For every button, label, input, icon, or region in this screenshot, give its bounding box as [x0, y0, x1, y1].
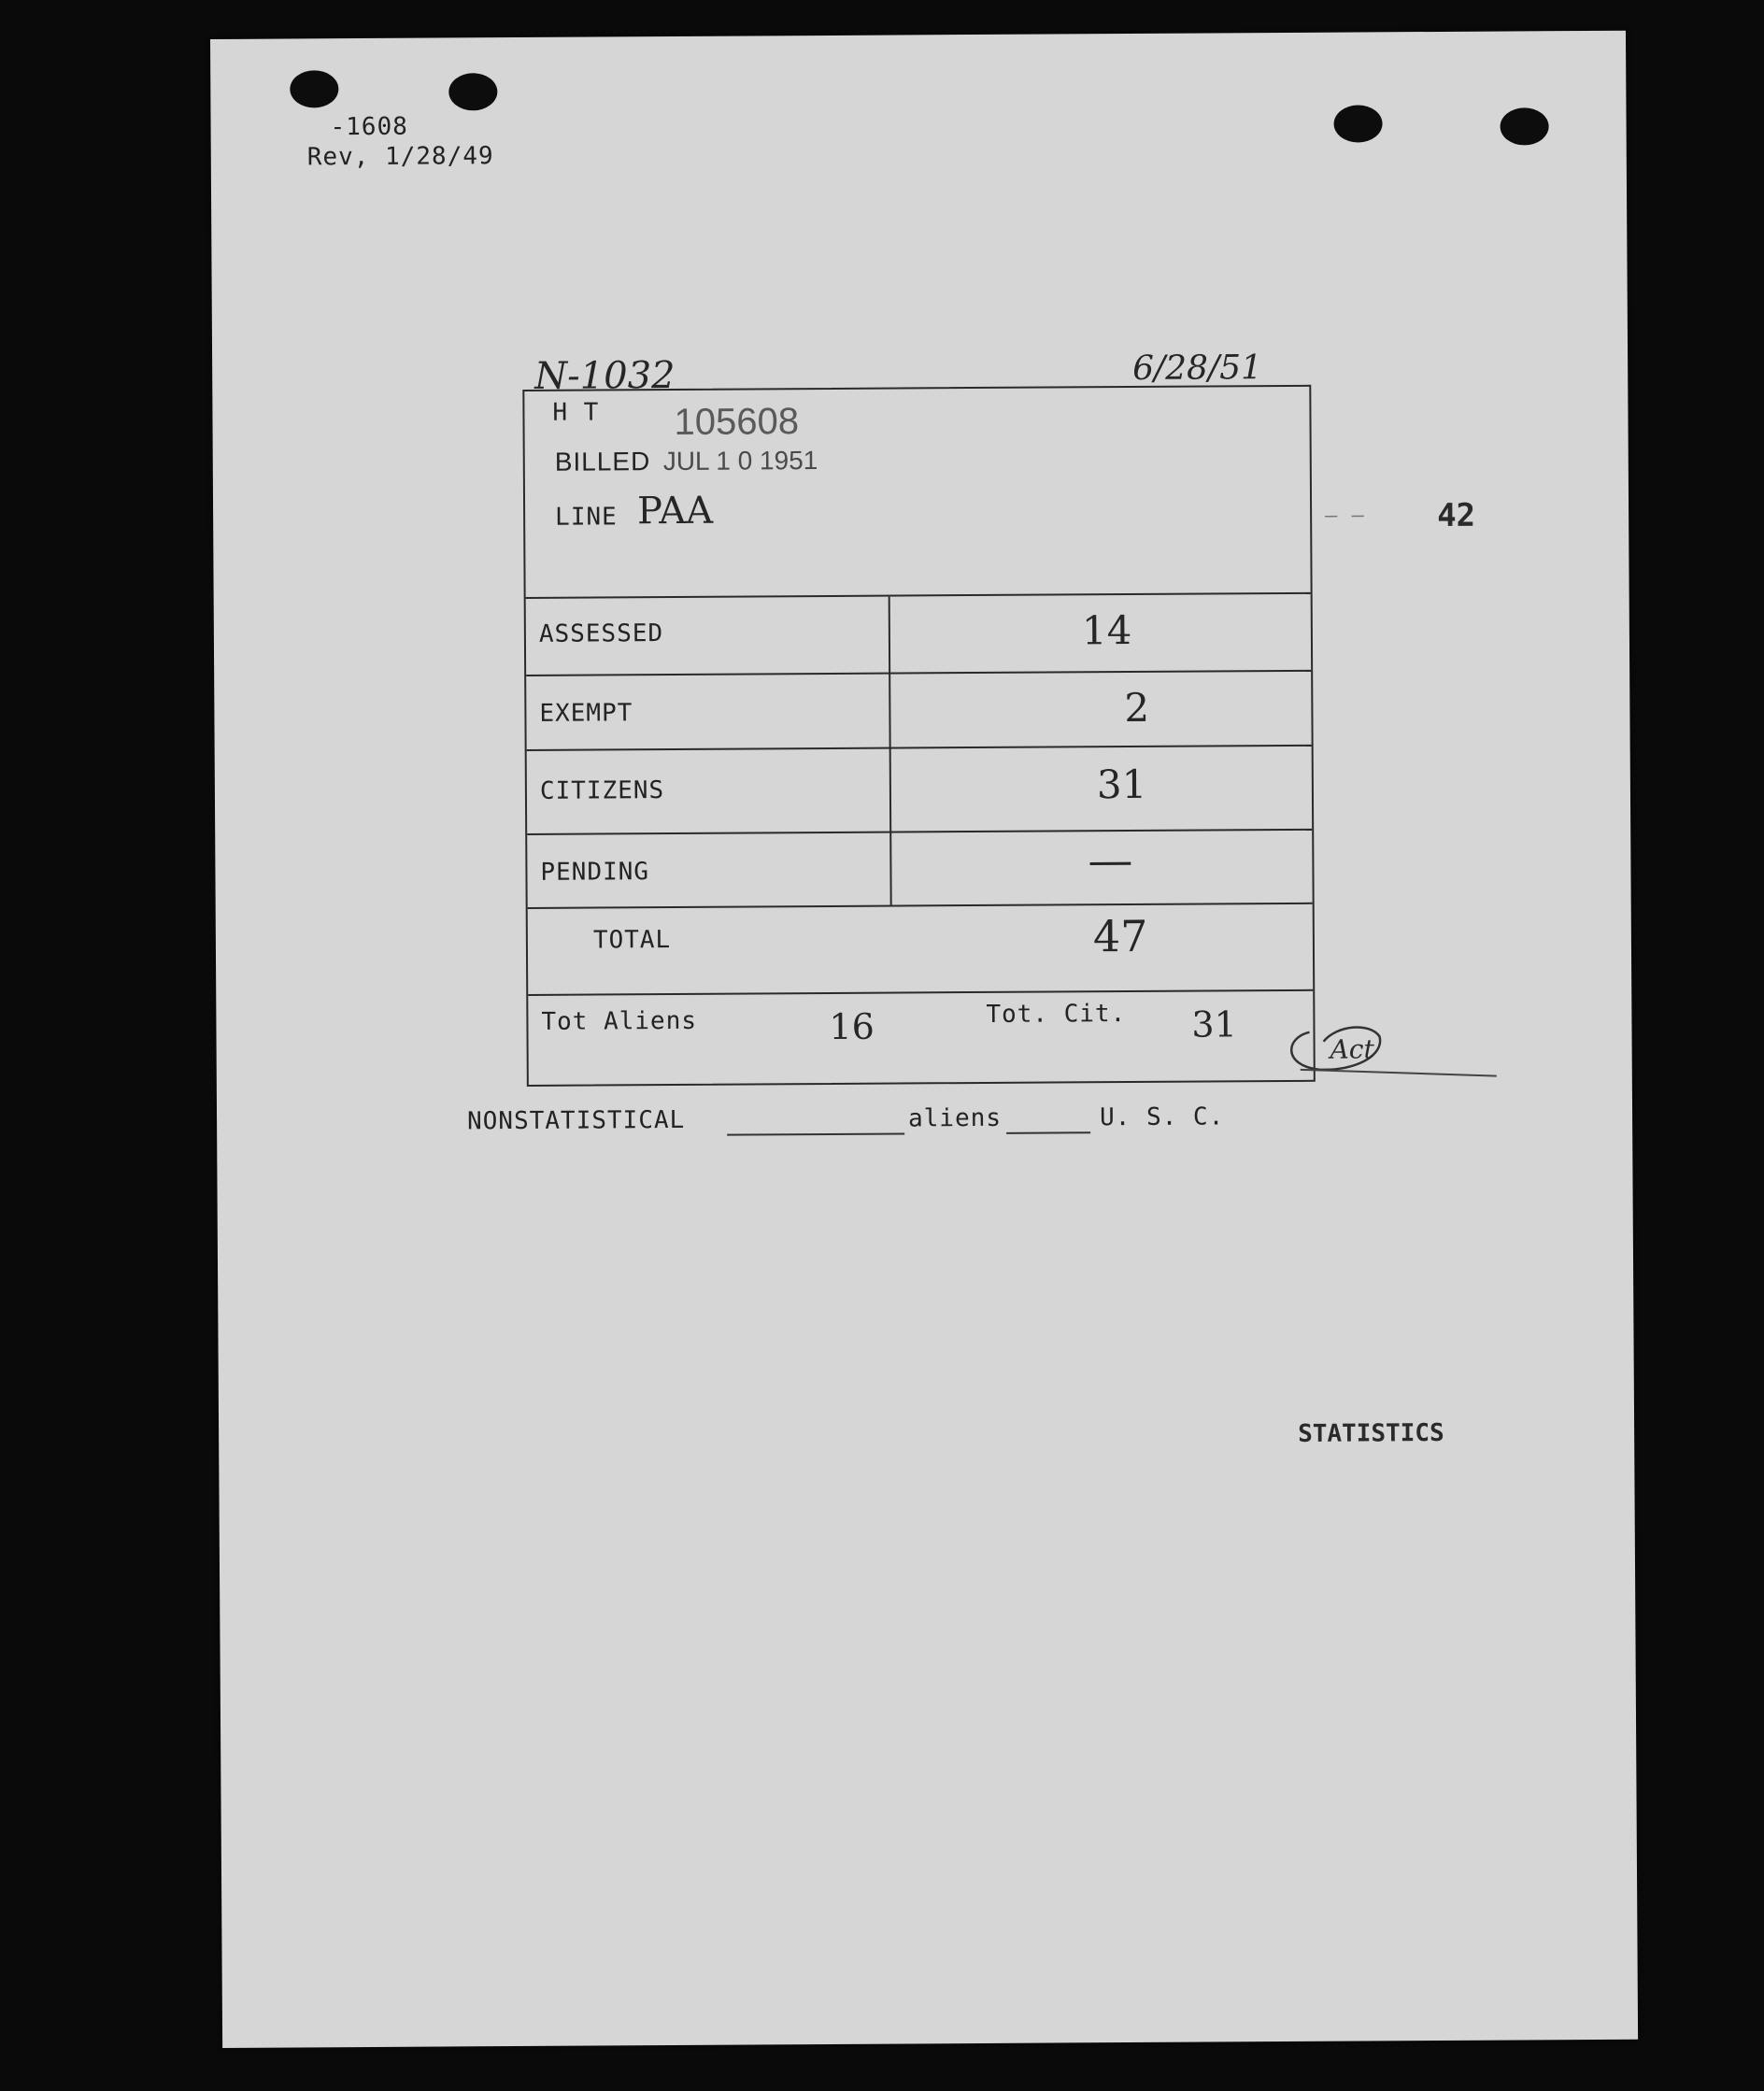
document-page	[210, 31, 1638, 2048]
row-label-pending: PENDING	[540, 858, 650, 887]
ht-label: H T	[552, 398, 600, 427]
page-number-dash: — —	[1325, 504, 1365, 528]
divider	[528, 989, 1313, 996]
initials-signature	[1281, 1013, 1505, 1088]
row-value-assessed: 14	[1081, 606, 1132, 654]
tot-cit-value: 31	[1191, 1003, 1237, 1046]
total-value: 47	[1092, 910, 1148, 962]
form-revision: Rev, 1/28/49	[306, 142, 494, 172]
tot-aliens-value: 16	[829, 1005, 875, 1047]
page-number: 42	[1437, 496, 1476, 534]
serial-stamp: 105608	[674, 401, 800, 443]
divider	[528, 903, 1313, 909]
statistics-stamp: STATISTICS	[1298, 1418, 1444, 1448]
tot-aliens-label: Tot Aliens	[541, 1006, 698, 1036]
row-label-citizens: CITIZENS	[539, 776, 665, 805]
divider	[526, 592, 1311, 599]
tally-form	[522, 385, 1316, 1087]
billed-label: BILLED	[554, 447, 651, 477]
punch-hole	[448, 73, 497, 110]
punch-hole	[1333, 105, 1382, 142]
date-handwritten: 6/28/51	[1132, 348, 1263, 388]
nonstat-label: NONSTATISTICAL	[466, 1105, 686, 1136]
row-value-citizens: 31	[1096, 761, 1147, 808]
nonstat-usc: U. S. C.	[1099, 1102, 1225, 1132]
nonstat-blank-1	[727, 1132, 904, 1135]
billed-date-stamp: JUL 1 0 1951	[662, 446, 818, 477]
punch-hole	[290, 70, 338, 107]
nonstat-blank-2	[1006, 1131, 1090, 1134]
initials-text: Act	[1330, 1033, 1374, 1065]
punch-hole	[1500, 107, 1548, 145]
form-number: -1608	[330, 112, 408, 142]
total-label: TOTAL	[592, 926, 672, 955]
file-number: N-1032	[534, 353, 676, 398]
divider	[527, 745, 1312, 751]
row-label-assessed: ASSESSED	[538, 619, 664, 648]
column-divider	[889, 597, 892, 905]
nonstat-aliens: aliens	[907, 1103, 1003, 1133]
row-value-pending: —	[1088, 833, 1133, 888]
row-value-exempt: 2	[1124, 684, 1150, 732]
tot-cit-label: Tot. Cit.	[986, 1000, 1127, 1029]
divider	[527, 829, 1312, 835]
line-label: LINE	[555, 503, 618, 532]
row-label-exempt: EXEMPT	[539, 699, 633, 728]
divider	[526, 670, 1311, 676]
line-value: PAA	[636, 489, 714, 533]
